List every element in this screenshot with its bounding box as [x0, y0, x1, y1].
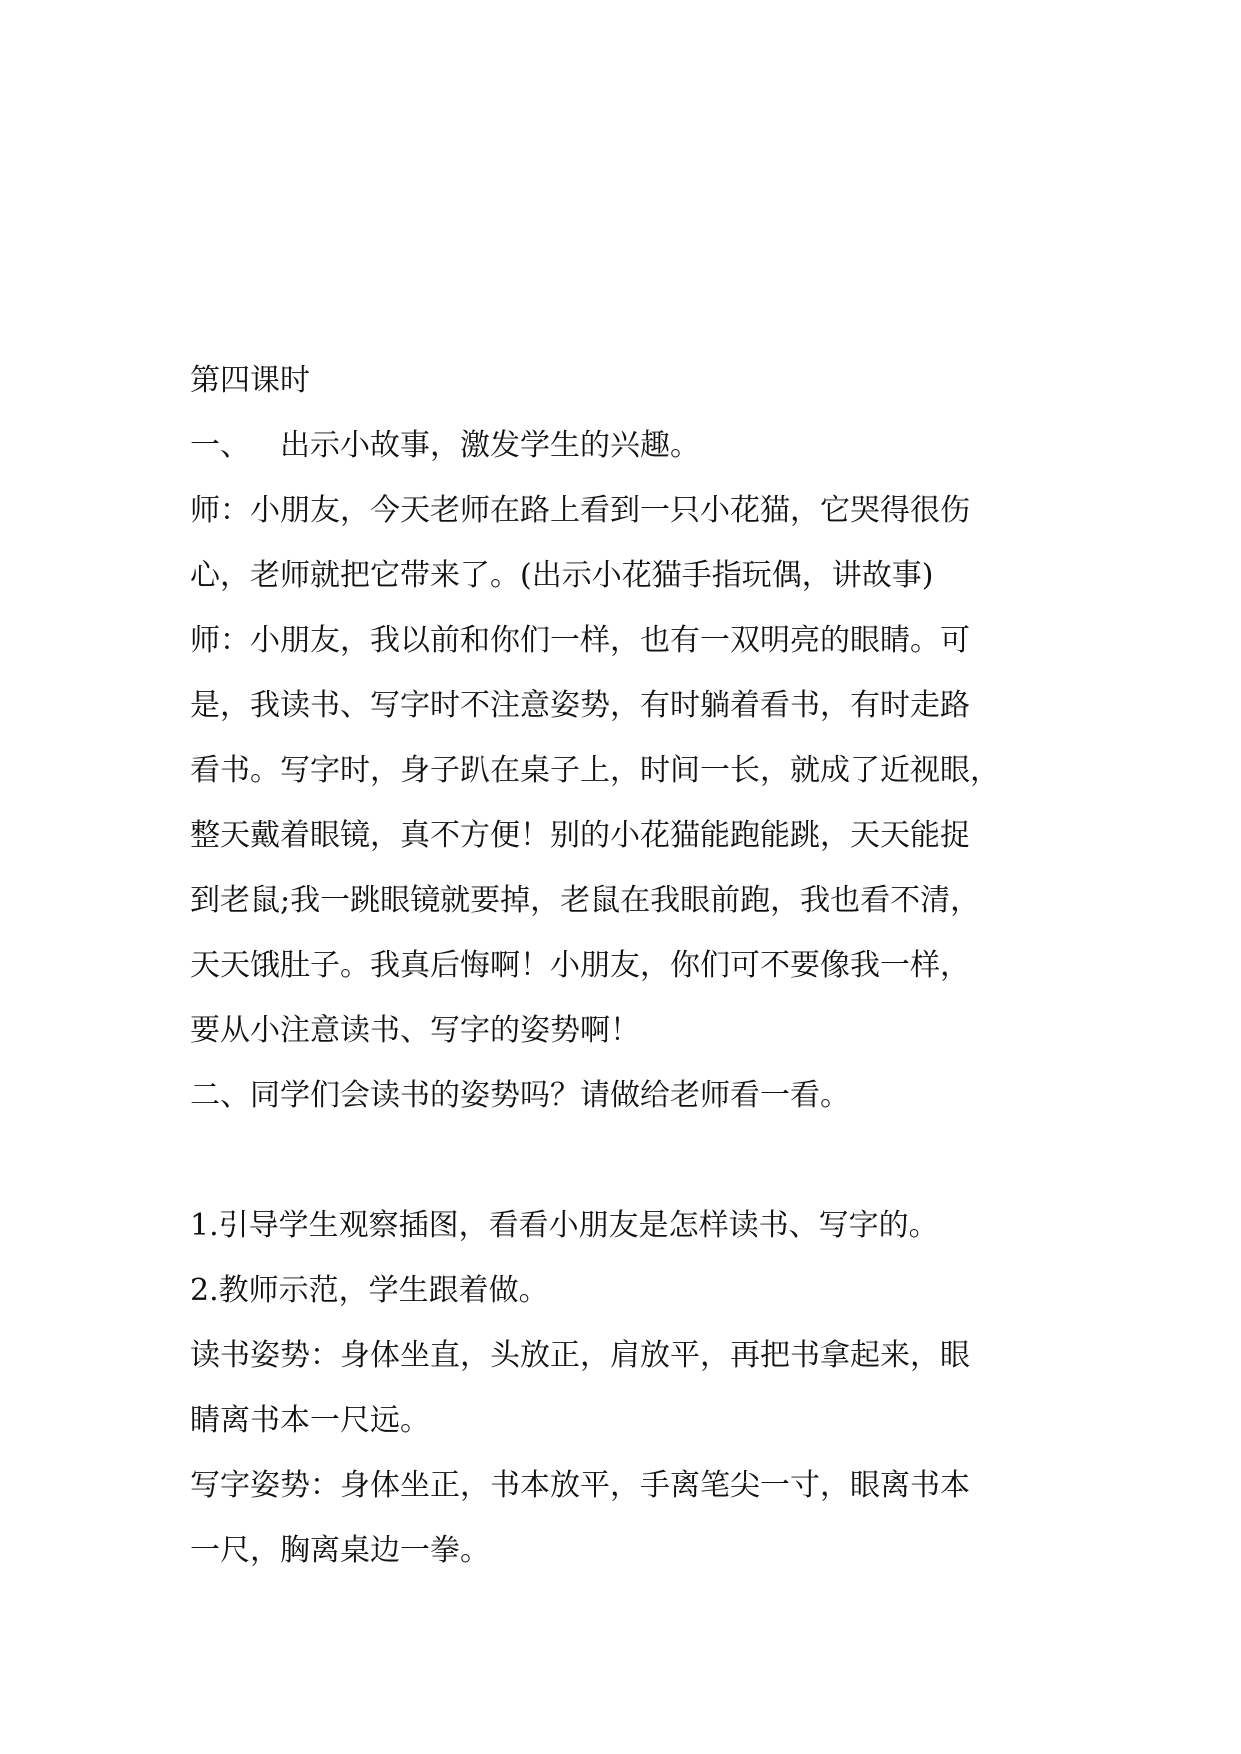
paragraph-line: 一尺，胸离桌边一拳。	[190, 1533, 490, 1568]
section-1-heading	[190, 413, 1070, 478]
paragraph-line: 1.引导学生观察插图，看看小朋友是怎样读书、写字的。	[190, 1208, 939, 1243]
paragraph-line: 写字姿势：身体坐正，书本放平，手离笔尖一寸，眼离书本	[190, 1468, 970, 1503]
paragraph-line: 师：小朋友，我以前和你们一样，也有一双明亮的眼睛。可	[190, 623, 970, 658]
section-1-number: 一、	[190, 428, 250, 463]
paragraph-line: 是，我读书、写字时不注意姿势，有时躺着看书，有时走路	[190, 688, 970, 723]
paragraph-line: 要从小注意读书、写字的姿势啊！	[190, 1013, 640, 1048]
paragraph-line: 心，老师就把它带来了。(出示小花猫手指玩偶，讲故事)	[190, 558, 934, 593]
paragraph-line: 师：小朋友，今天老师在路上看到一只小花猫，它哭得很伤	[190, 493, 970, 528]
lesson-title: 第四课时	[190, 363, 310, 398]
paragraph-line: 睛离书本一尺远。	[190, 1403, 430, 1438]
paragraph-line: 看书。写字时，身子趴在桌子上，时间一长，就成了近视眼，	[190, 753, 1000, 788]
document-body	[190, 348, 1070, 1583]
paragraph-line: 2.教师示范，学生跟着做。	[190, 1273, 549, 1308]
paragraph-line: 整天戴着眼镜，真不方便！别的小花猫能跑能跳，天天能捉	[190, 818, 970, 853]
section-2-heading: 二、同学们会读书的姿势吗？请做给老师看一看。	[190, 1078, 850, 1113]
paragraph-line: 天天饿肚子。我真后悔啊！小朋友，你们可不要像我一样，	[190, 948, 970, 983]
paragraph-line: 到老鼠;我一跳眼镜就要掉，老鼠在我眼前跑，我也看不清，	[190, 883, 981, 918]
paragraph-line: 读书姿势：身体坐直，头放正，肩放平，再把书拿起来，眼	[190, 1338, 970, 1373]
blank-line	[190, 1128, 1070, 1193]
section-1-heading-text: 出示小故事，激发学生的兴趣。	[280, 428, 700, 463]
